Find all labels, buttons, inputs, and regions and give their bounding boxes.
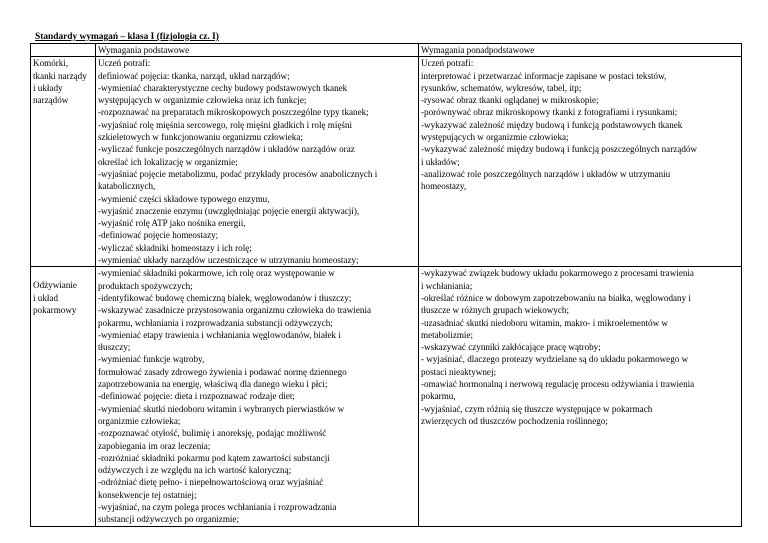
- text-line: rysunków, schematów, wykresów, tabel, itp;: [421, 82, 582, 93]
- text-line: szkieletowych w funkcjonowaniu organizmu człowieka;: [98, 132, 303, 143]
- text-line: Komórki,: [33, 58, 69, 69]
- text-line: homeostazy,: [421, 181, 467, 192]
- text-line: Uczeń potrafi:: [98, 58, 151, 69]
- text-line: definiować pojęcia: tkanka, narząd, układ narządów;: [98, 70, 290, 81]
- text-line: i układ: [33, 292, 59, 303]
- text-line: -wskazywać zasadnicze przystosowania organizmu człowieka do trawienia: [98, 305, 372, 316]
- text-line: katabolicznych,: [98, 181, 156, 192]
- standards-table: [30, 43, 742, 527]
- text-line: Uczeń potrafi:: [421, 58, 474, 69]
- text-line: -wykazywać zależność między budową i funkcją podstawowych tkanek: [421, 119, 683, 130]
- text-line: -określać różnice w dobowym zapotrzebowaniu na białka, węglowodany i: [421, 292, 691, 303]
- text-line: -uzasadniać skutki niedoboru witamin, makro- i mikroelementów w: [421, 317, 668, 328]
- text-line: występujących w organizmie człowieka;: [421, 132, 569, 143]
- text-line: -definiować pojęcie homeostazy;: [98, 230, 219, 241]
- text-line: -wskazywać czynniki zakłócające pracę wątroby;: [421, 342, 601, 353]
- text-line: tkanki narządy: [33, 70, 87, 81]
- text-line: i układów;: [421, 156, 460, 167]
- text-line: -rozpoznawać na preparatach mikroskopowych poszczególne typy tkanek;: [98, 107, 369, 118]
- text-line: -wymieniać funkcje wątroby,: [98, 354, 205, 365]
- text-line: -wyjaśnić rolę ATP jako nośnika energii,: [98, 218, 246, 229]
- text-line: -wyjaśniać, na czym polega proces wchłaniania i rozprowadzania: [98, 501, 337, 512]
- page-title: Standardy wymagań – klasa I (fizjologia cz. I): [35, 32, 219, 42]
- text-line: konsekwencje tej ostatniej;: [98, 489, 197, 500]
- text-line: i układy: [33, 82, 63, 93]
- text-line: Odżywianie: [33, 280, 77, 291]
- text-line: pokarmu, wchłaniania i rozprowadzania substancji odżywczych;: [98, 317, 333, 328]
- category-cell: [31, 57, 96, 267]
- text-line: tłuszcze w różnych grupach wiekowych;: [421, 305, 569, 316]
- text-line: -identyfikować budowę chemiczną białek, węglowodanów i tłuszczy;: [98, 292, 352, 303]
- text-line: organizmie człowieka;: [98, 415, 181, 426]
- text-line: -definiować pojęcie: dieta i rozpoznawać rodzaje diet;: [98, 391, 295, 402]
- text-line: zapotrzebowania na energię, właściwą dla danego wieku i płci;: [98, 379, 328, 390]
- text-line: -porównywać obraz mikroskopowy tkanki z fotografiami i rysunkami;: [421, 107, 678, 118]
- advanced-requirements-cell: [419, 267, 742, 526]
- text-line: tłuszczy;: [98, 342, 131, 353]
- advanced-requirements-cell: [419, 57, 742, 267]
- text-line: metabolizmie;: [421, 329, 474, 340]
- header-advanced: Wymagania ponadpodstawowe: [419, 44, 742, 57]
- text-line: -wymienić części składowe typowego enzymu,: [98, 193, 270, 204]
- table-row: [31, 57, 742, 267]
- text-line: substancji odżywczych po organizmie;: [98, 514, 239, 525]
- text-line: pokarmu,: [421, 391, 456, 402]
- text-line: - wyjaśniać, dlaczego proteazy wydzielane są do układu pokarmowego w: [421, 354, 689, 365]
- table-header-row: [31, 44, 742, 57]
- text-line: -rysować obraz tkanki oglądanej w mikroskopie;: [421, 95, 599, 106]
- text-line: produktach spożywczych;: [98, 280, 193, 291]
- text-line: określać ich lokalizację w organizmie;: [98, 156, 238, 167]
- text-line: pokarmowy: [33, 304, 77, 315]
- basic-requirements-cell: [96, 57, 419, 267]
- text-line: -wymieniać charakterystyczne cechy budowy podstawowych tkanek: [98, 82, 348, 93]
- text-line: formułować zasady zdrowego żywienia i podawać normę dziennego: [98, 366, 347, 377]
- text-line: -odróżniać dietę pełno- i niepełnowartościową oraz wyjaśniać: [98, 477, 324, 488]
- header-basic: Wymagania podstawowe: [96, 44, 419, 57]
- text-line: odżywczych i ze względu na ich wartość kaloryczną;: [98, 465, 292, 476]
- text-line: -analizować role poszczególnych narządów i układów w utrzymaniu: [421, 168, 671, 179]
- text-line: występujących w organizmie człowieka oraz ich funkcje;: [98, 95, 307, 106]
- text-line: [33, 267, 93, 279]
- text-line: -wymieniać składniki pokarmowe, ich rolę oraz występowanie w: [98, 268, 335, 279]
- text-line: zwierzęcych od tłuszczów pochodzenia roślinnego;: [421, 415, 608, 426]
- text-line: -wyliczać składniki homeostazy i ich rolę;: [98, 242, 252, 253]
- text-line: -omawiać hormonalną i nerwową regulację procesu odżywiania i trawienia: [421, 379, 695, 390]
- table-row: [31, 267, 742, 526]
- text-line: -wykazywać związek budowy układu pokarmowego z procesami trawienia: [421, 268, 694, 279]
- text-line: -wymieniać skutki niedoboru witamin i wybranych pierwiastków w: [98, 403, 345, 414]
- text-line: zapobiegania im oraz leczenia;: [98, 440, 211, 451]
- text-line: -wykazywać zależność między budową i funkcją poszczególnych narządów: [421, 144, 697, 155]
- category-cell: [31, 267, 96, 526]
- header-empty-cell: [31, 44, 96, 57]
- text-line: postaci nieaktywnej;: [421, 366, 497, 377]
- text-line: interpretować i przetwarzać informacje zapisane w postaci tekstów,: [421, 70, 667, 81]
- text-line: -rozróżniać składniki pokarmu pod kątem zawartości substancji: [98, 452, 330, 463]
- text-line: -wyjaśniać pojęcie metabolizmu, podać przykłady procesów anabolicznych i: [98, 168, 378, 179]
- text-line: -wymieniać układy narządów uczestniczące w utrzymaniu homeostazy;: [98, 255, 359, 266]
- text-line: -wymieniać etapy trawienia i wchłaniania węglowodanów, białek i: [98, 329, 341, 340]
- text-line: -wyjaśnić znaczenie enzymu (uwzględniając pojęcie energii aktywacji),: [98, 205, 360, 216]
- text-line: -wyjaśniać, czym różnią się tłuszcze występujące w pokarmach: [421, 403, 653, 414]
- basic-requirements-cell: [96, 267, 419, 526]
- text-line: -wyjaśniać rolę mięśnia sercowego, rolę mięśni gładkich i rolę mięśni: [98, 119, 353, 130]
- text-line: -wyliczać funkcje poszczególnych narządów i układów narządów oraz: [98, 144, 355, 155]
- text-line: narządów: [33, 95, 69, 106]
- text-line: -rozpoznawać otyłość, bulimię i anoreksję, podając możliwość: [98, 428, 327, 439]
- text-line: i wchłaniania;: [421, 280, 473, 291]
